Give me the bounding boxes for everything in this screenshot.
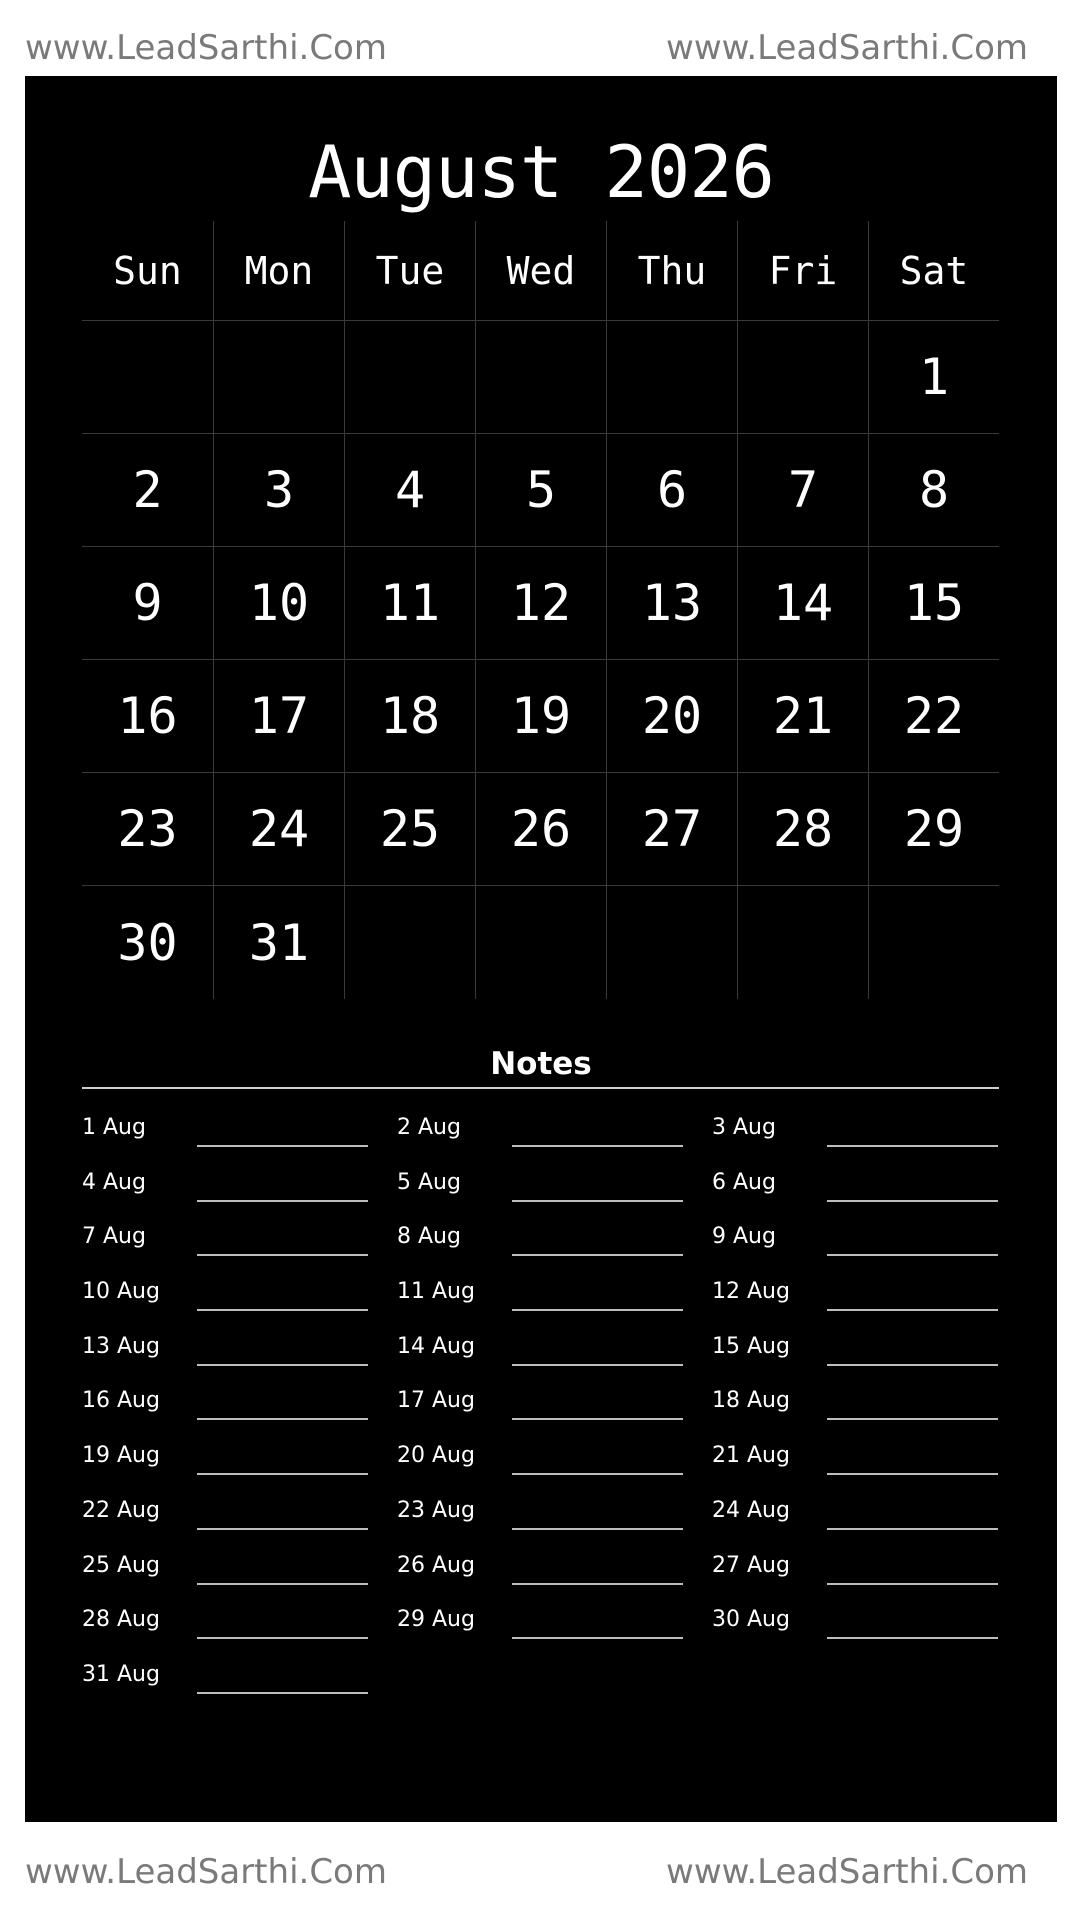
note-entry xyxy=(712,1549,998,1604)
note-write-line xyxy=(197,1583,368,1585)
note-entry xyxy=(712,1111,998,1166)
note-write-line xyxy=(512,1528,683,1530)
day-cell-20: 20 xyxy=(606,660,737,773)
watermark-bottom-right: www.LeadSarthi.Com xyxy=(666,1852,1028,1892)
note-date-label: 14 Aug xyxy=(397,1333,475,1359)
day-cell-24: 24 xyxy=(213,773,344,886)
note-entry xyxy=(712,1220,998,1275)
note-date-label: 30 Aug xyxy=(712,1607,790,1633)
day-cell-5: 5 xyxy=(475,434,606,547)
note-write-line xyxy=(512,1145,683,1147)
note-entry xyxy=(82,1439,368,1494)
day-cell-29: 29 xyxy=(868,773,999,886)
weekday-header-sat: Sat xyxy=(868,221,999,321)
day-cell-2: 2 xyxy=(82,434,213,547)
note-entry xyxy=(712,1384,998,1439)
note-write-line xyxy=(197,1309,368,1311)
calendar-page xyxy=(25,76,1057,1822)
note-date-label: 3 Aug xyxy=(712,1115,776,1140)
note-date-label: 24 Aug xyxy=(712,1497,790,1523)
day-cell-4: 4 xyxy=(344,434,475,547)
note-date-label: 6 Aug xyxy=(712,1169,776,1195)
note-write-line xyxy=(512,1637,683,1639)
day-cell-18: 18 xyxy=(344,660,475,773)
calendar-title: August 2026 xyxy=(308,130,774,214)
day-cell-25: 25 xyxy=(344,773,475,886)
note-entry xyxy=(397,1220,683,1275)
note-write-line xyxy=(512,1364,683,1366)
note-entry xyxy=(712,1166,998,1221)
day-cell-17: 17 xyxy=(213,660,344,773)
note-date-label: 31 Aug xyxy=(82,1661,160,1687)
note-date-label: 1 Aug xyxy=(82,1115,146,1140)
note-entry xyxy=(397,1166,683,1221)
weekday-header-fri: Fri xyxy=(737,221,868,321)
note-date-label: 25 Aug xyxy=(82,1552,160,1578)
note-entry xyxy=(712,1275,998,1330)
day-cell-6: 6 xyxy=(606,434,737,547)
calendar-grid xyxy=(82,221,999,999)
note-entry xyxy=(397,1439,683,1494)
note-date-label: 16 Aug xyxy=(82,1388,160,1414)
day-cell-31: 31 xyxy=(213,886,344,999)
day-cell-empty xyxy=(737,886,868,999)
note-write-line xyxy=(197,1692,368,1694)
note-write-line xyxy=(197,1145,368,1147)
note-date-label: 10 Aug xyxy=(82,1279,160,1305)
day-cell-3: 3 xyxy=(213,434,344,547)
note-entry xyxy=(397,1603,683,1658)
weekday-header-wed: Wed xyxy=(475,221,606,321)
day-cell-19: 19 xyxy=(475,660,606,773)
watermark-top-left: www.LeadSarthi.Com xyxy=(25,28,387,68)
note-write-line xyxy=(197,1528,368,1530)
note-write-line xyxy=(827,1200,998,1202)
note-entry xyxy=(82,1111,368,1166)
day-cell-empty xyxy=(475,886,606,999)
note-date-label: 22 Aug xyxy=(82,1497,160,1523)
note-entry xyxy=(397,1330,683,1385)
day-cell-12: 12 xyxy=(475,547,606,660)
note-write-line xyxy=(827,1418,998,1420)
weekday-header-sun: Sun xyxy=(82,221,213,321)
note-date-label: 5 Aug xyxy=(397,1169,461,1195)
notes-divider xyxy=(82,1087,999,1089)
note-entry xyxy=(397,1111,683,1166)
note-entry xyxy=(712,1439,998,1494)
day-cell-13: 13 xyxy=(606,547,737,660)
day-cell-empty xyxy=(475,321,606,434)
notes-title: Notes xyxy=(490,1046,592,1082)
note-entry xyxy=(82,1166,368,1221)
note-date-label: 18 Aug xyxy=(712,1388,790,1414)
note-date-label: 20 Aug xyxy=(397,1443,475,1469)
note-write-line xyxy=(827,1528,998,1530)
note-entry xyxy=(82,1658,368,1713)
note-date-label: 19 Aug xyxy=(82,1443,160,1469)
note-date-label: 4 Aug xyxy=(82,1169,146,1195)
note-date-label: 21 Aug xyxy=(712,1443,790,1469)
note-entry xyxy=(712,1330,998,1385)
note-write-line xyxy=(827,1583,998,1585)
note-entry xyxy=(397,1384,683,1439)
note-write-line xyxy=(512,1583,683,1585)
note-entry xyxy=(397,1494,683,1549)
note-date-label: 11 Aug xyxy=(397,1279,475,1305)
note-write-line xyxy=(827,1309,998,1311)
day-cell-empty xyxy=(344,321,475,434)
day-cell-30: 30 xyxy=(117,913,178,972)
note-date-label: 28 Aug xyxy=(82,1607,160,1633)
note-write-line xyxy=(827,1364,998,1366)
note-write-line xyxy=(512,1309,683,1311)
day-cell-empty xyxy=(82,321,213,434)
note-write-line xyxy=(512,1254,683,1256)
day-cell-23: 23 xyxy=(82,773,213,886)
day-cell-8: 8 xyxy=(868,434,999,547)
note-date-label: 7 Aug xyxy=(82,1224,146,1250)
note-entry xyxy=(82,1384,368,1439)
note-write-line xyxy=(197,1473,368,1475)
weekday-header-tue: Tue xyxy=(344,221,475,321)
note-entry xyxy=(712,1603,998,1658)
day-cell-empty xyxy=(737,321,868,434)
note-date-label: 9 Aug xyxy=(712,1224,776,1250)
note-entry xyxy=(82,1549,368,1604)
day-cell-21: 21 xyxy=(737,660,868,773)
note-date-label: 29 Aug xyxy=(397,1607,475,1633)
note-entry xyxy=(712,1494,998,1549)
note-entry xyxy=(82,1603,368,1658)
day-cell-empty xyxy=(868,886,999,999)
day-cell-14: 14 xyxy=(737,547,868,660)
note-write-line xyxy=(512,1473,683,1475)
day-cell-7: 7 xyxy=(737,434,868,547)
watermark-bottom-left: www.LeadSarthi.Com xyxy=(25,1852,387,1892)
note-date-label: 26 Aug xyxy=(397,1552,475,1578)
day-cell-26: 26 xyxy=(475,773,606,886)
note-entry xyxy=(397,1275,683,1330)
note-write-line xyxy=(197,1418,368,1420)
note-date-label: 15 Aug xyxy=(712,1333,790,1359)
note-write-line xyxy=(197,1200,368,1202)
note-entry xyxy=(82,1275,368,1330)
day-cell-11: 11 xyxy=(344,547,475,660)
day-cell-9: 9 xyxy=(82,547,213,660)
day-cell-empty xyxy=(606,886,737,999)
weekday-header-thu: Thu xyxy=(606,221,737,321)
note-entry xyxy=(82,1494,368,1549)
note-write-line xyxy=(197,1637,368,1639)
day-cell-empty xyxy=(606,321,737,434)
note-write-line xyxy=(512,1200,683,1202)
note-write-line xyxy=(197,1254,368,1256)
note-date-label: 8 Aug xyxy=(397,1224,461,1250)
note-write-line xyxy=(827,1145,998,1147)
day-cell-22: 22 xyxy=(868,660,999,773)
note-date-label: 13 Aug xyxy=(82,1333,160,1359)
note-write-line xyxy=(827,1473,998,1475)
day-cell-15: 15 xyxy=(868,547,999,660)
note-date-label: 23 Aug xyxy=(397,1497,475,1523)
notes-list xyxy=(82,1111,999,1713)
note-write-line xyxy=(827,1637,998,1639)
note-date-label: 2 Aug xyxy=(397,1115,461,1140)
note-entry xyxy=(82,1220,368,1275)
day-cell-10: 10 xyxy=(213,547,344,660)
watermark-top-right: www.LeadSarthi.Com xyxy=(666,28,1028,68)
day-cell-28: 28 xyxy=(737,773,868,886)
note-write-line xyxy=(827,1254,998,1256)
note-write-line xyxy=(197,1364,368,1366)
day-cell-16: 16 xyxy=(82,660,213,773)
note-entry xyxy=(397,1549,683,1604)
note-date-label: 12 Aug xyxy=(712,1279,790,1305)
day-cell-27: 27 xyxy=(606,773,737,886)
note-date-label: 17 Aug xyxy=(397,1388,475,1414)
note-date-label: 27 Aug xyxy=(712,1552,790,1578)
note-entry xyxy=(82,1330,368,1385)
day-cell-empty xyxy=(213,321,344,434)
day-cell-1: 1 xyxy=(868,321,999,434)
day-cell-empty xyxy=(344,886,475,999)
weekday-header-mon: Mon xyxy=(213,221,344,321)
note-write-line xyxy=(512,1418,683,1420)
